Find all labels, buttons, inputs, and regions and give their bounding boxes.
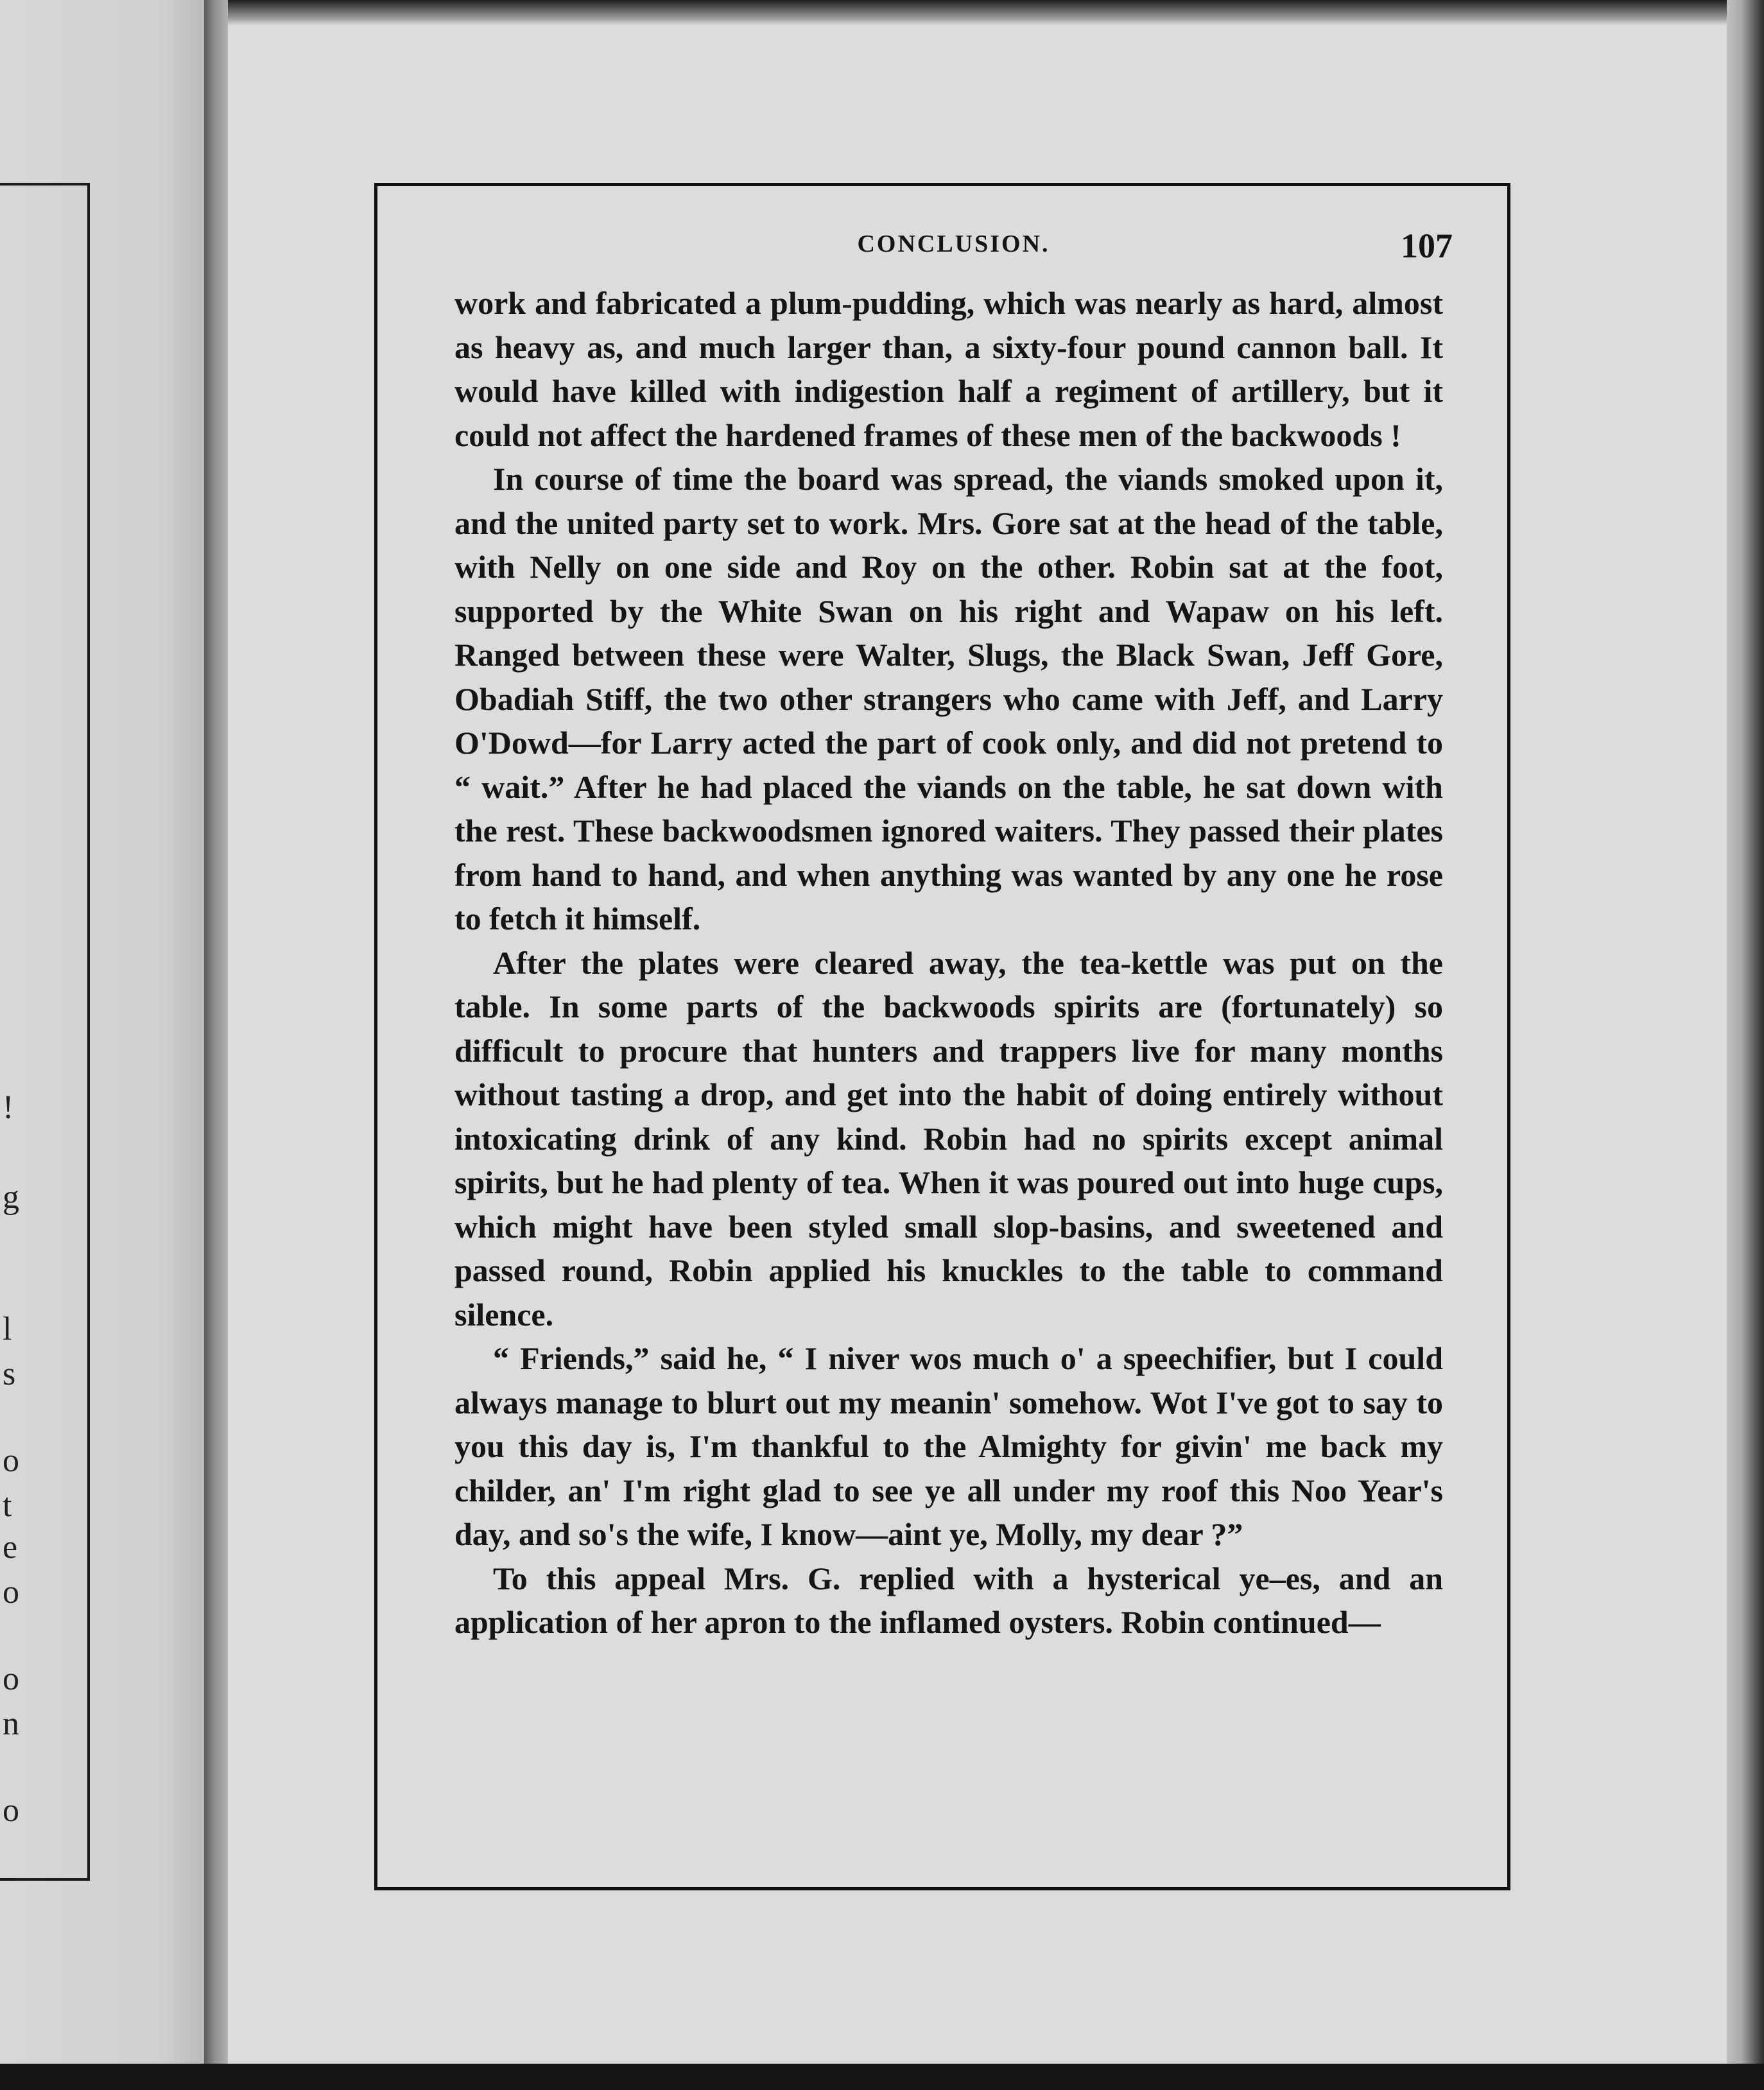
- top-page-edge: [228, 0, 1764, 26]
- left-page-fragment: o: [3, 1442, 19, 1479]
- paragraph: After the plates were cleared away, the tea-kettle was put on the table. In some parts of the backwoods spirits are (fortunately) so difficult to procure that hunters and trappers live for many months without tasting a drop, and get into the habit of doing entirely without intoxicating drink of any kind. Robin had no spirits except animal spirits, but he had plenty of tea. When it was poured out into huge cups, which might have been styled small slop-basins, and sweetened and passed round, Robin applied his knuckles to the table to command silence.: [454, 944, 1443, 1333]
- running-head: [454, 226, 1453, 264]
- left-page-fragment: !: [3, 1089, 14, 1126]
- left-page-fragment: s: [3, 1356, 16, 1392]
- paragraph: To this appeal Mrs. G. replied with a hysterical ye–es, and an application of her apron to the inflamed oysters. Robin continued—: [454, 1560, 1443, 1640]
- right-page-edge: [1727, 0, 1764, 2090]
- left-page-fragment: o: [3, 1792, 19, 1829]
- left-page-frame: [0, 183, 90, 1881]
- left-page-fragment: t: [3, 1487, 12, 1524]
- paragraph: In course of time the board was spread, the viands smoked upon it, and the united party set to work. Mrs. Gore sat at the head of the table, with Nelly on one side and Roy on the other. Robin sat at the foot, supported by the White Swan on his right and Wapaw on his left. Ranged between these were Walter, Slugs, the Black Swan, Jeff Gore, Obadiah Stiff, the two other strangers who came with Jeff, and Larry O'Dowd—for Larry acted the part of cook only, and did not pretend to “ wait.” After he had placed the viands on the table, he sat down with the rest. These backwoodsmen ignored waiters. They passed their plates from hand to hand, and when anything was wanted by any one he rose to fetch it himself.: [454, 461, 1443, 937]
- paragraph: work and fabricated a plum-pudding, which was nearly as hard, almost as heavy as, and much larger than, a sixty-four pound cannon ball. It would have killed with indigestion half a regiment of artillery, but it could not affect the hardened frames of these men of the backwoods !: [454, 285, 1443, 453]
- left-page-fragment: o: [3, 1574, 19, 1611]
- body-text: [454, 281, 1443, 1645]
- printed-page-frame: [374, 183, 1510, 1890]
- left-page-edge: [0, 0, 205, 2090]
- bottom-scan-edge: [0, 2064, 1764, 2090]
- left-page-fragment: g: [3, 1179, 19, 1216]
- left-page-fragment: o: [3, 1661, 19, 1697]
- left-page-fragment: l: [3, 1311, 12, 1347]
- left-page-fragment: e: [3, 1529, 18, 1566]
- left-page-fragment: n: [3, 1706, 19, 1742]
- page-number: 107: [1401, 227, 1453, 265]
- book-gutter: [204, 0, 230, 2090]
- paragraph: “ Friends,” said he, “ I niver wos much o' a speechifier, but I could always manage to blurt out my meanin' somehow. Wot I've got to say to you this day is, I'm thankful to the Almighty for givin' me back my childer, an' I'm right glad to see ye all under my roof this Noo Year's day, and so's the wife, I know—aint ye, Molly, my dear ?”: [454, 1340, 1443, 1552]
- running-head-title: CONCLUSION.: [857, 230, 1050, 257]
